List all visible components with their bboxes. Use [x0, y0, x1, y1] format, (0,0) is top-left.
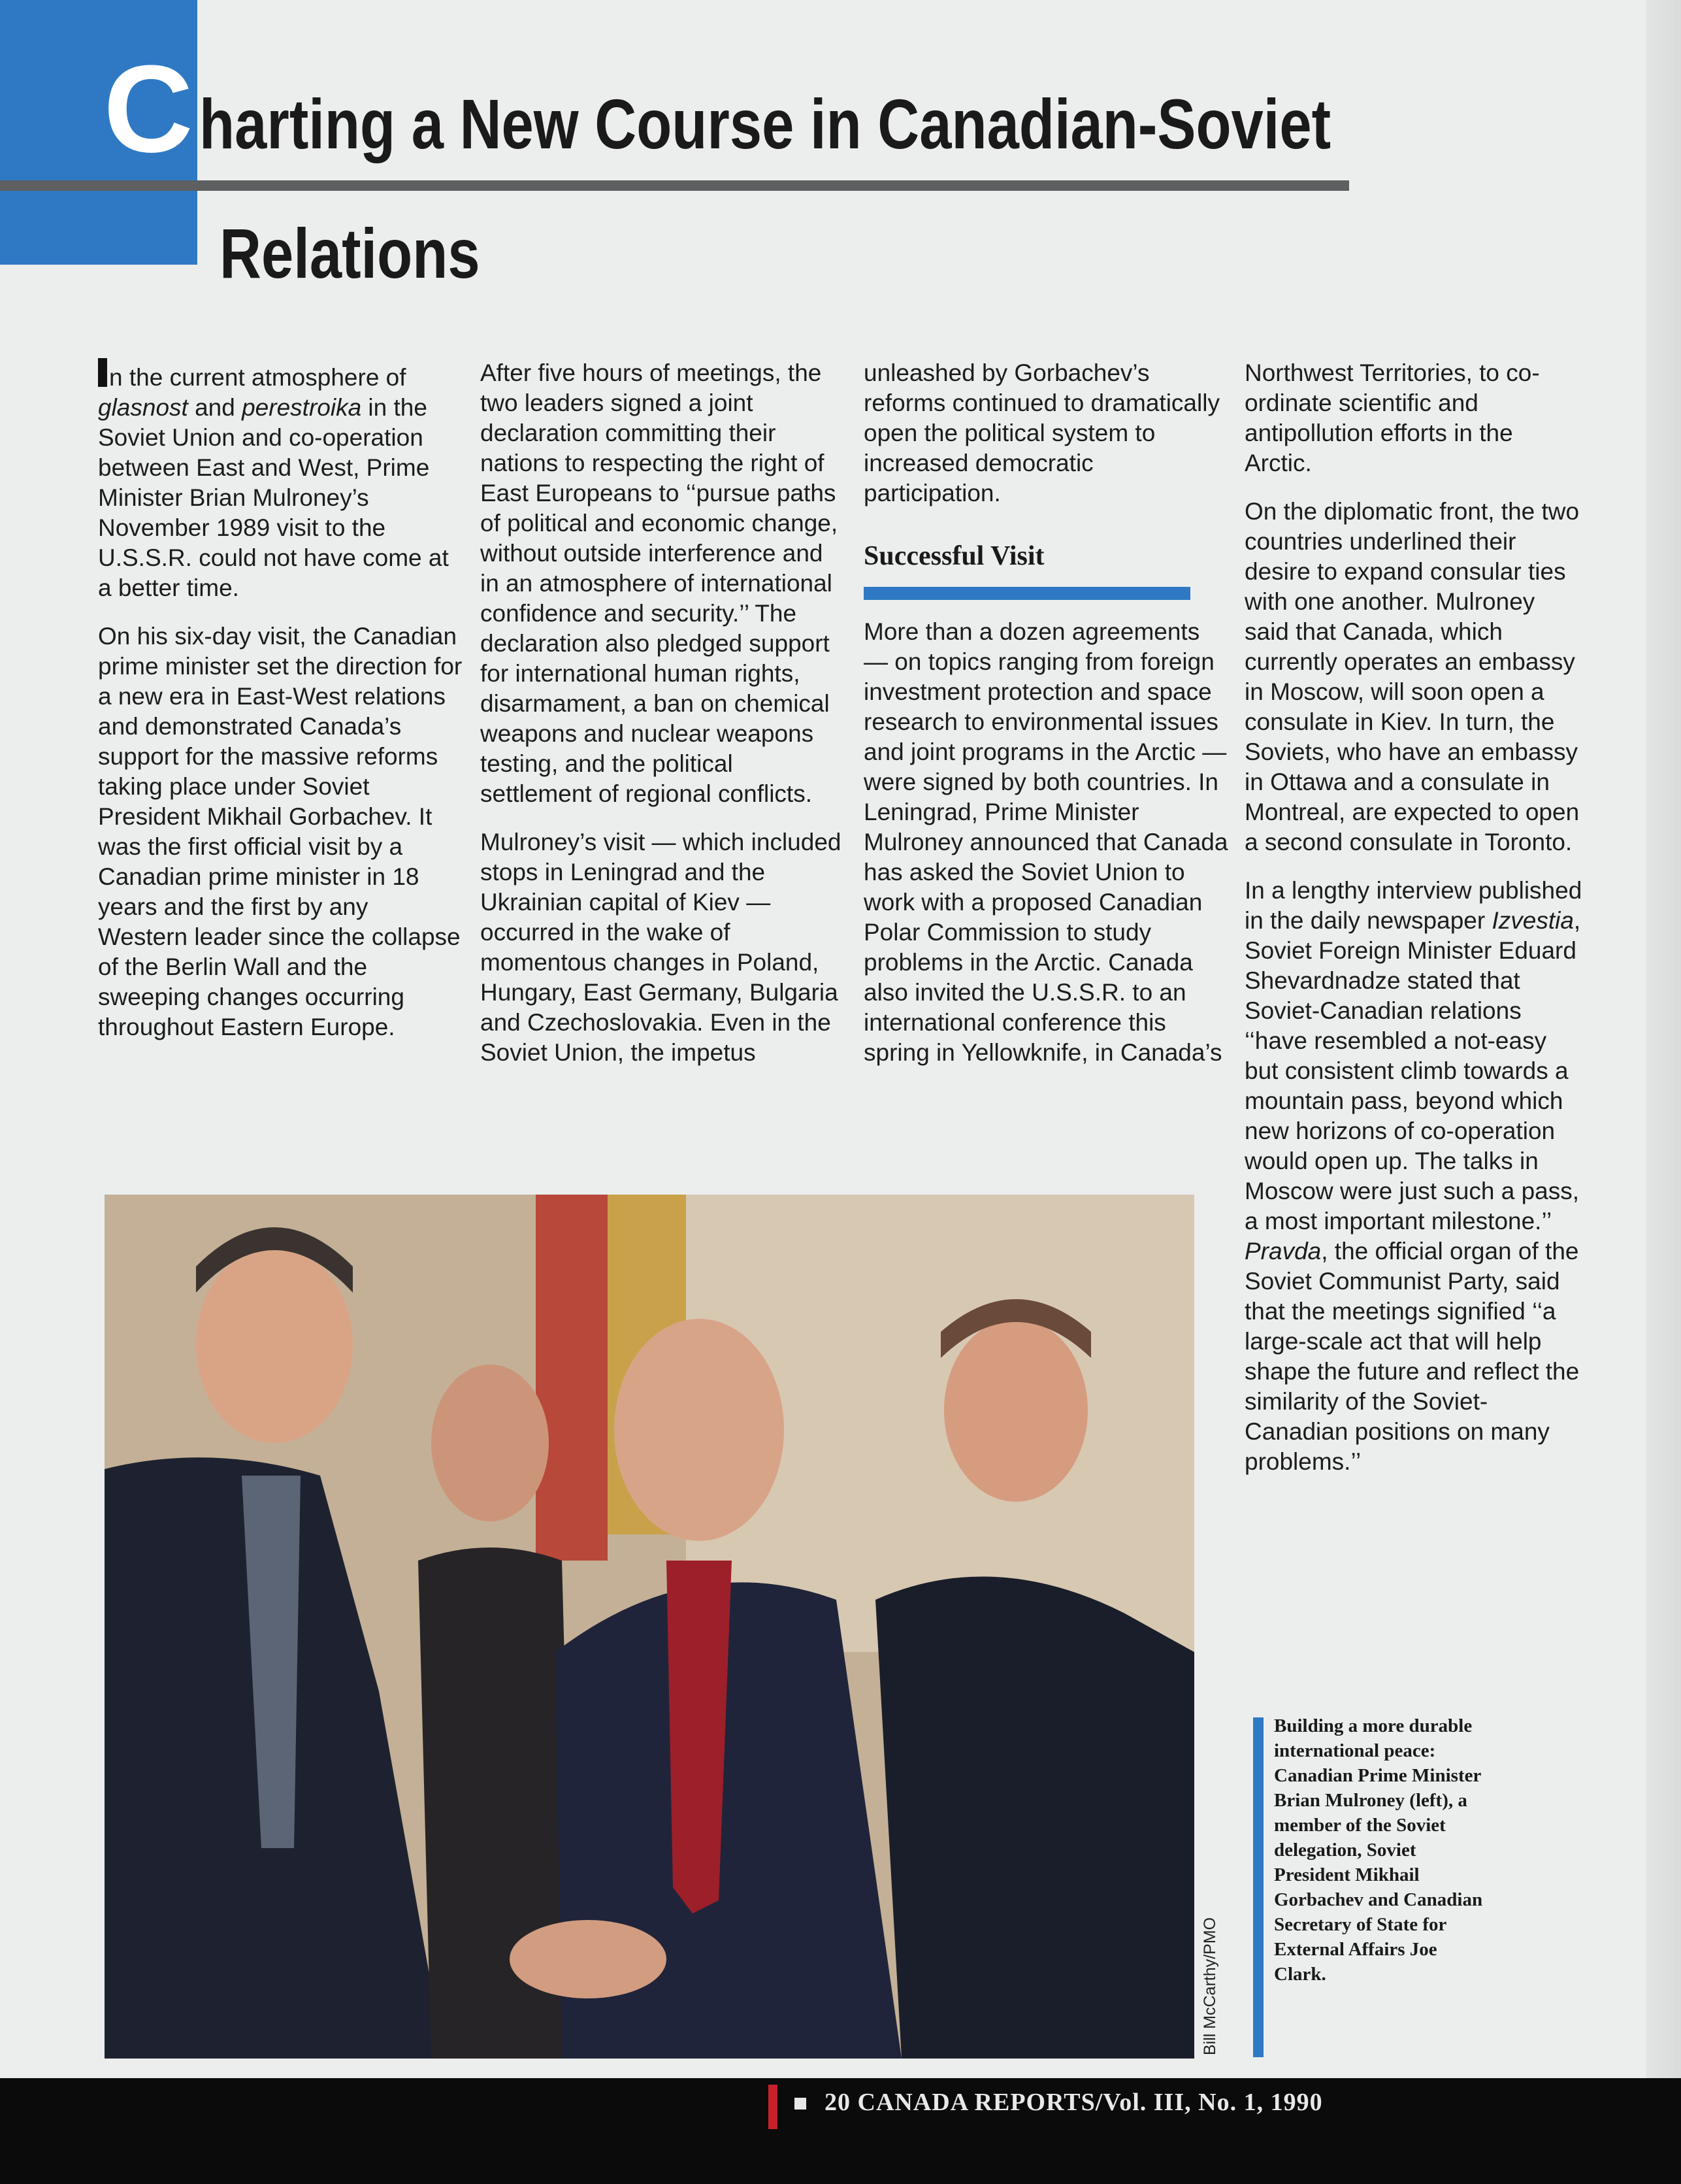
headline-rule — [0, 180, 1349, 191]
paragraph: On his six-day visit, the Canadian prime minister set the direction for a new era in East-West relations and demonstrated Canada’s support for the massive reforms taking place under Soviet President Mikhail Gorbachev. It was the first official visit by a Canadian prime minister in 18 years and the first by any Western leader since the collapse of the Berlin Wall and the sweeping changes occurring throughout Eastern Europe. — [98, 623, 463, 1040]
italic-term: Izvestia — [1492, 907, 1574, 934]
italic-term: perestroika — [242, 394, 362, 421]
text-run: In a lengthy interview published in the daily newspaper — [1245, 877, 1582, 934]
paragraph: unleashed by Gorbachev’s reforms continued to dramatically open the political system to increased democratic participation. — [864, 359, 1220, 506]
subheading-rule — [864, 587, 1190, 600]
text-run: in the Soviet Union and co-operation between East and West, Prime Minister Brian Mulroney’s November 1989 visit to the U.S.S.R. could not have come at a better time. — [98, 394, 449, 601]
paragraph — [1245, 876, 1584, 1477]
paragraph: After five hours of meetings, the two leaders signed a joint declaration committing their nations to respecting the right of East Europeans to ‘‘pursue paths of political and economic change, without outside interference and in an atmosphere of international confidence and security.’’ The declaration also pledged support for international human rights, disarmament, a ban on chemical weapons and nuclear weapons testing, and the political settlement of regional conflicts. — [480, 359, 838, 807]
text-column-4 — [1245, 358, 1584, 1495]
paragraph: More than a dozen agreements — on topics ranging from foreign investment protection and space research to environmental issues and joint programs in the Arctic — were signed by both countries. In Leningrad, Prime Minister Mulroney announced that Canada has asked the Soviet Union to work with a proposed Canadian Polar Commission to study problems in the Arctic. Canada also invited the U.S.S.R. to an international conference this spring in Yellowknife, in Canada’s — [864, 618, 1228, 1066]
adjacent-page-edge — [1646, 0, 1681, 2078]
subheading: Successful Visit — [864, 541, 1045, 571]
text-run: n the current atmosphere of — [109, 364, 406, 391]
footer-bullet — [794, 2098, 806, 2110]
footer-red-mark — [768, 2085, 777, 2129]
photo-caption: Building a more durable international peace: Canadian Prime Minister Brian Mulroney (left), a member of the Soviet delegation, Soviet President Mikhail Gorbachev and Canadian Secretary of State for External Affairs Joe Clark. — [1274, 1715, 1483, 1985]
photo-credit: Bill McCarthy/PMO — [1201, 1917, 1219, 2055]
drop-cap-initial — [98, 358, 107, 387]
headline-line-2: Relations — [220, 214, 480, 293]
headline-initial: C — [103, 40, 191, 178]
paragraph — [98, 358, 464, 603]
italic-term: glasnost — [98, 394, 188, 421]
text-column-1 — [98, 358, 464, 1061]
paragraph: Mulroney’s visit — which included stops in Leningrad and the Ukrainian capital of Kiev — occurred in the wake of momentous changes in Poland, Hungary, East Germany, Bulgaria and Czechoslovakia. Even in the Soviet Union, the impetus — [480, 829, 841, 1066]
footer-folio: 20 CANADA REPORTS/Vol. III, No. 1, 1990 — [824, 2089, 1323, 2116]
photo-illustration — [105, 1195, 1194, 2059]
headline-line-1: harting a New Course in Canadian-Soviet — [199, 84, 1331, 163]
caption-accent-bar — [1253, 1717, 1264, 2057]
italic-term: Pravda — [1245, 1238, 1322, 1265]
text-column-2 — [480, 358, 846, 1086]
paragraph: Northwest Territories, to co-ordinate scientific and antipollution efforts in the Arctic. — [1245, 359, 1540, 476]
text-run: , Soviet Foreign Minister Eduard Shevardnadze stated that Soviet-Canadian relations ‘‘have resembled a not-easy but consistent climb towards a mountain pass, beyond which new horizons of co-operation would open up. The talks in Moscow were just such a pass, a most important milestone.’’ — [1245, 907, 1581, 1234]
leaders-photo — [105, 1195, 1194, 2059]
text-run: , the official organ of the Soviet Communist Party, said that the meetings signified ‘‘a large-scale act that will help shape the future and reflect the similarity of the Soviet-Canadian positions on many problems.’’ — [1245, 1238, 1580, 1475]
paragraph: On the diplomatic front, the two countries underlined their desire to expand consular ties with one another. Mulroney said that Canada, which currently operates an embassy in Moscow, will soon open a consulate in Kiev. In turn, the Soviets, who have an embassy in Ottawa and a consulate in Montreal, are expected to open a second consulate in Toronto. — [1245, 498, 1580, 855]
text-column-3 — [864, 358, 1230, 1086]
text-run: and — [188, 394, 242, 421]
